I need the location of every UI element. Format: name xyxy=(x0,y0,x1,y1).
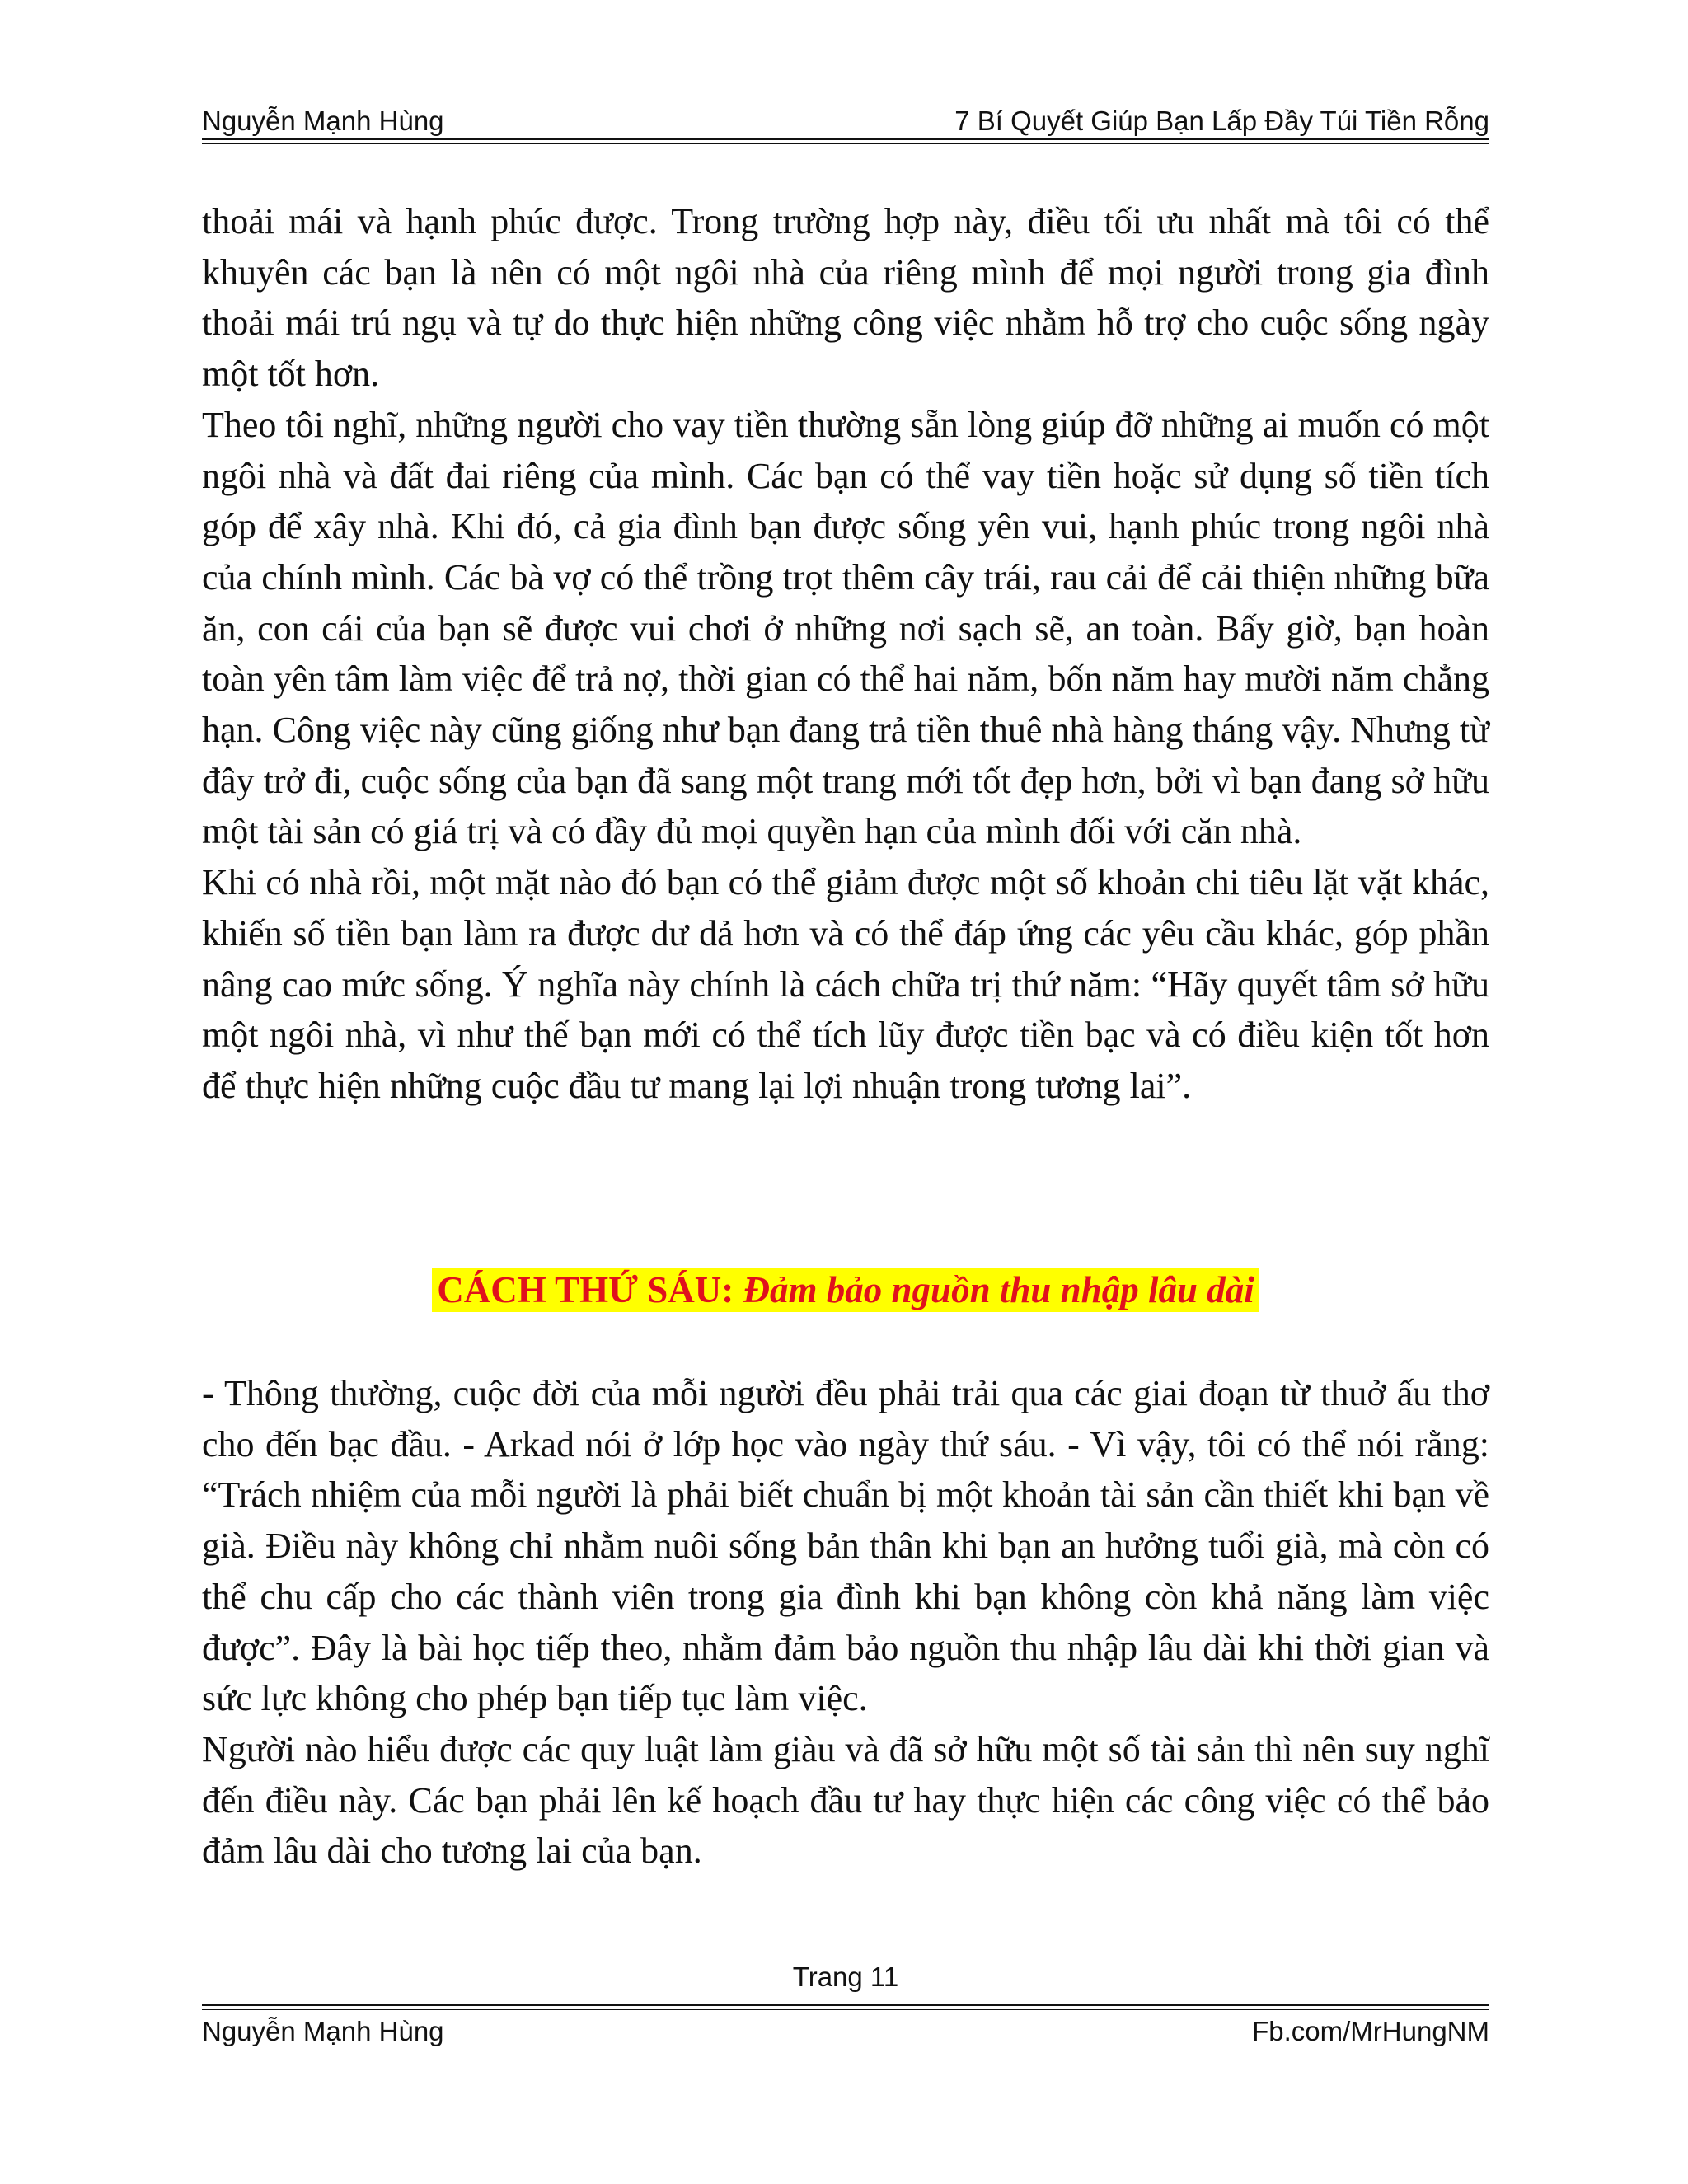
page-header xyxy=(202,97,1489,140)
section-heading-rest: Đảm bảo nguồn thu nhập lâu dài xyxy=(734,1269,1254,1310)
paragraph: Khi có nhà rồi, một mặt nào đó bạn có thể giảm được một số khoản chi tiêu lặt vặt khác, khiến số tiền bạn làm ra được dư dả hơn và có thể đáp ứng các yêu cầu khác, góp phần nâng cao mức sống. Ý nghĩa này chính là cách chữa trị thứ năm: “Hãy quyết tâm sở hữu một ngôi nhà, vì như thế bạn mới có thể tích lũy được tiền bạc và có điều kiện tốt hơn để thực hiện những cuộc đầu tư mang lại lợi nhuận trong tương lai”. xyxy=(202,862,1489,1106)
page-number: Trang 11 xyxy=(792,1961,899,1992)
header-divider xyxy=(202,138,1489,144)
paragraph: - Thông thường, cuộc đời của mỗi người đều phải trải qua các giai đoạn từ thuở ấu thơ cho đến bạc đầu. - Arkad nói ở lớp học vào ngày thứ sáu. - Vì vậy, tôi có thể nói rằng: “Trách nhiệm của mỗi người là phải biết chuẩn bị một khoản tài sản cần thiết khi bạn về già. Điều này không chỉ nhằm nuôi sống bản thân khi bạn an hưởng tuổi già, mà còn có thể chu cấp cho các thành viên trong gia đình khi bạn không còn khả năng làm việc được”. Đây là bài học tiếp theo, nhằm đảm bảo nguồn thu nhập lâu dài khi thời gian và sức lực không cho phép bạn tiếp tục làm việc. xyxy=(202,1373,1489,1719)
footer-link[interactable]: Fb.com/MrHungNM xyxy=(1252,2016,1489,2046)
body-text-top xyxy=(202,196,1489,1112)
footer-author: Nguyễn Mạnh Hùng xyxy=(202,2016,444,2046)
paragraph: thoải mái và hạnh phúc được. Trong trường hợp này, điều tối ưu nhất mà tôi có thể khuyên các bạn là nên có một ngôi nhà của riêng mình để mọi người trong gia đình thoải mái trú ngụ và tự do thực hiện những công việc nhằm hỗ trợ cho cuộc sống ngày một tốt hơn. xyxy=(202,201,1489,395)
section-heading-prefix: CÁCH THỨ SÁU: xyxy=(437,1269,734,1310)
header-author: Nguyễn Mạnh Hùng xyxy=(202,105,444,136)
body-text-bottom xyxy=(202,1368,1489,1877)
section-heading-highlight xyxy=(432,1268,1259,1312)
page-footer xyxy=(202,2008,1489,2050)
header-book-title: 7 Bí Quyết Giúp Bạn Lấp Đầy Túi Tiền Rỗng xyxy=(954,105,1489,136)
paragraph: Người nào hiểu được các quy luật làm giàu và đã sở hữu một số tài sản thì nên suy nghĩ đến điều này. Các bạn phải lên kế hoạch đầu tư hay thực hiện các công việc có thể bảo đảm lâu dài cho tương lai của bạn. xyxy=(202,1728,1489,1872)
section-heading xyxy=(202,1264,1489,1315)
paragraph: Theo tôi nghĩ, những người cho vay tiền thường sẵn lòng giúp đỡ những ai muốn có một ngôi nhà và đất đai riêng của mình. Các bạn có thể vay tiền hoặc sử dụng số tiền tích góp để xây nhà. Khi đó, cả gia đình bạn được sống yên vui, hạnh phúc trong ngôi nhà của chính mình. Các bà vợ có thể trồng trọt thêm cây trái, rau cải để cải thiện những bữa ăn, con cái của bạn sẽ được vui chơi ở những nơi sạch sẽ, an toàn. Bấy giờ, bạn hoàn toàn yên tâm làm việc để trả nợ, thời gian có thể hai năm, bốn năm hay mười năm chẳng hạn. Công việc này cũng giống như bạn đang trả tiền thuê nhà hàng tháng vậy. Nhưng từ đây trở đi, cuộc sống của bạn đã sang một trang mới tốt đẹp hơn, bởi vì bạn đang sở hữu một tài sản có giá trị và có đầy đủ mọi quyền hạn của mình đối với căn nhà. xyxy=(202,404,1489,852)
